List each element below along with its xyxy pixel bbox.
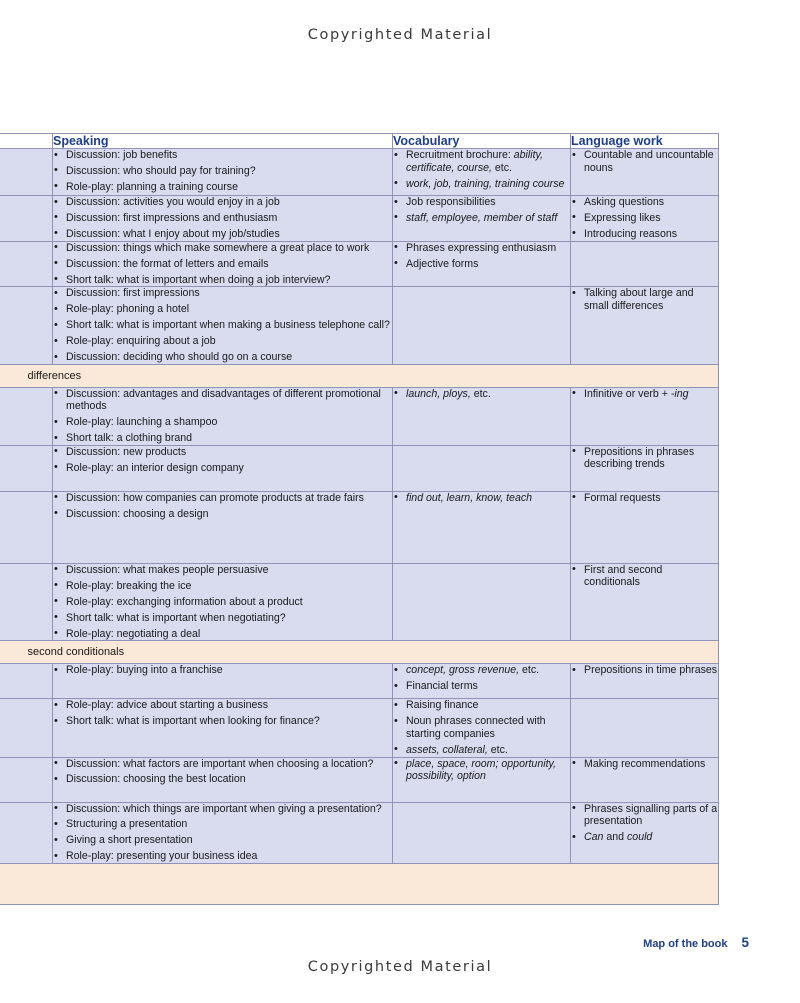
speaking-cell-list — [53, 699, 392, 728]
list-item: • Countable and uncountable nouns — [571, 149, 718, 174]
language-work-cell — [571, 757, 719, 802]
band-label: differences — [0, 364, 719, 387]
list-item: • Prepositions in phrases describing trends — [571, 446, 718, 471]
language-work-cell-list — [571, 388, 718, 401]
speaking-cell — [53, 802, 393, 864]
table-row — [0, 802, 719, 864]
vocabulary-cell — [393, 563, 571, 641]
row-spill-cell — [0, 445, 53, 491]
vocabulary-cell-list — [393, 242, 570, 271]
list-item: • Asking questions — [571, 196, 718, 209]
list-item: • find out, learn, know, teach — [393, 492, 570, 505]
table-band-row — [0, 364, 719, 387]
list-item: • Expressing likes — [571, 212, 718, 225]
list-item: • Role-play: phoning a hotel — [53, 303, 392, 316]
footer — [0, 935, 749, 950]
list-item: • Short talk: what is important when looking for finance? — [53, 715, 392, 728]
list-item: • Giving a short presentation — [53, 834, 392, 847]
list-item: • Adjective forms — [393, 258, 570, 271]
language-work-cell — [571, 699, 719, 757]
list-item: • staff, employee, member of staff — [393, 212, 570, 225]
language-work-cell — [571, 445, 719, 491]
row-spill-cell — [0, 664, 53, 699]
list-item: • Talking about large and small differences — [571, 287, 718, 312]
list-item: • Short talk: what is important when doing a job interview? — [53, 274, 392, 287]
map-of-the-book-table — [0, 133, 718, 905]
table-row — [0, 196, 719, 242]
language-work-cell — [571, 149, 719, 196]
speaking-cell — [53, 241, 393, 287]
speaking-cell-list — [53, 149, 392, 194]
list-item: • Role-play: presenting your business idea — [53, 850, 392, 863]
speaking-cell-list — [53, 287, 392, 364]
list-item: • Discussion: choosing the best location — [53, 773, 392, 786]
vocabulary-cell-list — [393, 758, 570, 783]
speaking-cell-list — [53, 242, 392, 287]
vocabulary-cell-list — [393, 492, 570, 505]
language-work-cell — [571, 241, 719, 287]
language-work-cell — [571, 563, 719, 641]
list-item: • Discussion: what I enjoy about my job/studies — [53, 228, 392, 241]
language-work-cell — [571, 491, 719, 563]
speaking-cell — [53, 699, 393, 757]
speaking-cell — [53, 287, 393, 365]
list-item: • Raising finance — [393, 699, 570, 712]
list-item: • Formal requests — [571, 492, 718, 505]
list-item: • Short talk: what is important when making a business telephone call? — [53, 319, 392, 332]
vocabulary-cell — [393, 699, 571, 757]
list-item: • Discussion: how companies can promote products at trade fairs — [53, 492, 392, 505]
speaking-cell-list — [53, 388, 392, 445]
vocabulary-cell — [393, 664, 571, 699]
list-item: • Phrases expressing enthusiasm — [393, 242, 570, 255]
column-header-spill — [0, 134, 53, 149]
language-work-cell — [571, 196, 719, 242]
speaking-cell-list — [53, 196, 392, 241]
list-item: • Recruitment brochure: ability, certificate, course, etc. — [393, 149, 570, 174]
list-item: • Discussion: first impressions — [53, 287, 392, 300]
row-spill-cell — [0, 563, 53, 641]
table-band-row — [0, 864, 719, 905]
speaking-cell-list — [53, 446, 392, 475]
list-item: • First and second conditionals — [571, 564, 718, 589]
list-item: • concept, gross revenue, etc. — [393, 664, 570, 677]
row-spill-cell — [0, 196, 53, 242]
vocabulary-cell — [393, 445, 571, 491]
language-work-cell — [571, 802, 719, 864]
table-row — [0, 491, 719, 563]
table-row — [0, 699, 719, 757]
vocabulary-cell — [393, 802, 571, 864]
language-work-cell-list — [571, 446, 718, 471]
speaking-cell — [53, 387, 393, 445]
list-item: • Discussion: choosing a design — [53, 508, 392, 521]
speaking-cell-list — [53, 664, 392, 677]
table-row — [0, 149, 719, 196]
list-item: • Prepositions in time phrases — [571, 664, 718, 677]
row-spill-cell — [0, 757, 53, 802]
list-item: • Discussion: which things are important when giving a presentation? — [53, 803, 392, 816]
syllabus-table — [0, 133, 719, 905]
list-item: • Role-play: advice about starting a business — [53, 699, 392, 712]
list-item: • Structuring a presentation — [53, 818, 392, 831]
vocabulary-cell-list — [393, 699, 570, 756]
table-row — [0, 387, 719, 445]
language-work-cell-list — [571, 564, 718, 589]
vocabulary-cell — [393, 196, 571, 242]
vocabulary-cell — [393, 287, 571, 365]
list-item: • Role-play: planning a training course — [53, 181, 392, 194]
language-work-cell — [571, 387, 719, 445]
speaking-cell — [53, 491, 393, 563]
vocabulary-cell-list — [393, 196, 570, 225]
list-item: • Making recommendations — [571, 758, 718, 771]
list-item: • Discussion: who should pay for training? — [53, 165, 392, 178]
watermark-top: Copyrighted Material — [307, 27, 493, 43]
table-body — [0, 149, 719, 905]
language-work-cell-list — [571, 758, 718, 771]
list-item: • Role-play: negotiating a deal — [53, 628, 392, 641]
speaking-cell-list — [53, 492, 392, 521]
column-header-speaking: Speaking — [53, 134, 393, 149]
list-item: • Short talk: a clothing brand — [53, 432, 392, 445]
language-work-cell-list — [571, 803, 718, 844]
list-item: • Discussion: activities you would enjoy in a job — [53, 196, 392, 209]
footer-label: Map of the book — [643, 938, 728, 950]
list-item: • Can and could — [571, 831, 718, 844]
table-row — [0, 241, 719, 287]
list-item: • Role-play: exchanging information about a product — [53, 596, 392, 609]
list-item: • Discussion: the format of letters and emails — [53, 258, 392, 271]
row-spill-cell — [0, 241, 53, 287]
column-header-language-work: Language work — [571, 134, 719, 149]
table-row — [0, 664, 719, 699]
list-item: • Financial terms — [393, 680, 570, 693]
list-item: • Introducing reasons — [571, 228, 718, 241]
language-work-cell-list — [571, 149, 718, 174]
vocabulary-cell-list — [393, 388, 570, 401]
page-number: 5 — [741, 935, 749, 950]
table-row — [0, 563, 719, 641]
list-item: • Discussion: new products — [53, 446, 392, 459]
row-spill-cell — [0, 387, 53, 445]
band-label: second conditionals — [0, 641, 719, 664]
vocabulary-cell — [393, 491, 571, 563]
table-row — [0, 445, 719, 491]
table-band-row — [0, 641, 719, 664]
row-spill-cell — [0, 149, 53, 196]
list-item: • place, space, room; opportunity, possibility, option — [393, 758, 570, 783]
row-spill-cell — [0, 491, 53, 563]
speaking-cell — [53, 445, 393, 491]
list-item: • Role-play: an interior design company — [53, 462, 392, 475]
table-row — [0, 287, 719, 365]
vocabulary-cell — [393, 387, 571, 445]
row-spill-cell — [0, 802, 53, 864]
table-header — [0, 134, 719, 149]
list-item: • Role-play: buying into a franchise — [53, 664, 392, 677]
language-work-cell-list — [571, 196, 718, 241]
list-item: • Discussion: what factors are important when choosing a location? — [53, 758, 392, 771]
language-work-cell — [571, 287, 719, 365]
speaking-cell-list — [53, 803, 392, 864]
list-item: • Role-play: launching a shampoo — [53, 416, 392, 429]
column-header-vocabulary: Vocabulary — [393, 134, 571, 149]
vocabulary-cell — [393, 757, 571, 802]
speaking-cell-list — [53, 564, 392, 641]
speaking-cell-list — [53, 758, 392, 787]
band-label — [0, 864, 719, 905]
list-item: • launch, ploys, etc. — [393, 388, 570, 401]
vocabulary-cell-list — [393, 149, 570, 190]
list-item: • Role-play: enquiring about a job — [53, 335, 392, 348]
list-item: • Job responsibilities — [393, 196, 570, 209]
language-work-cell-list — [571, 492, 718, 505]
list-item: • Discussion: first impressions and enthusiasm — [53, 212, 392, 225]
list-item: • Infinitive or verb + -ing — [571, 388, 718, 401]
list-item: • Discussion: deciding who should go on a course — [53, 351, 392, 364]
language-work-cell — [571, 664, 719, 699]
speaking-cell — [53, 149, 393, 196]
list-item: • Short talk: what is important when negotiating? — [53, 612, 392, 625]
language-work-cell-list — [571, 664, 718, 677]
language-work-cell-list — [571, 287, 718, 312]
list-item: • Discussion: advantages and disadvantages of different promotional methods — [53, 388, 392, 413]
list-item: • Role-play: breaking the ice — [53, 580, 392, 593]
speaking-cell — [53, 664, 393, 699]
list-item: • Discussion: job benefits — [53, 149, 392, 162]
watermark-bottom: Copyrighted Material — [307, 959, 493, 975]
speaking-cell — [53, 563, 393, 641]
row-spill-cell — [0, 699, 53, 757]
row-spill-cell — [0, 287, 53, 365]
vocabulary-cell — [393, 241, 571, 287]
speaking-cell — [53, 757, 393, 802]
vocabulary-cell — [393, 149, 571, 196]
list-item: • Phrases signalling parts of a presentation — [571, 803, 718, 828]
vocabulary-cell-list — [393, 664, 570, 693]
table-row — [0, 757, 719, 802]
speaking-cell — [53, 196, 393, 242]
list-item: • Discussion: what makes people persuasive — [53, 564, 392, 577]
list-item: • Noun phrases connected with starting companies — [393, 715, 570, 740]
list-item: • Discussion: things which make somewhere a great place to work — [53, 242, 392, 255]
list-item: • assets, collateral, etc. — [393, 744, 570, 757]
list-item: • work, job, training, training course — [393, 178, 570, 191]
